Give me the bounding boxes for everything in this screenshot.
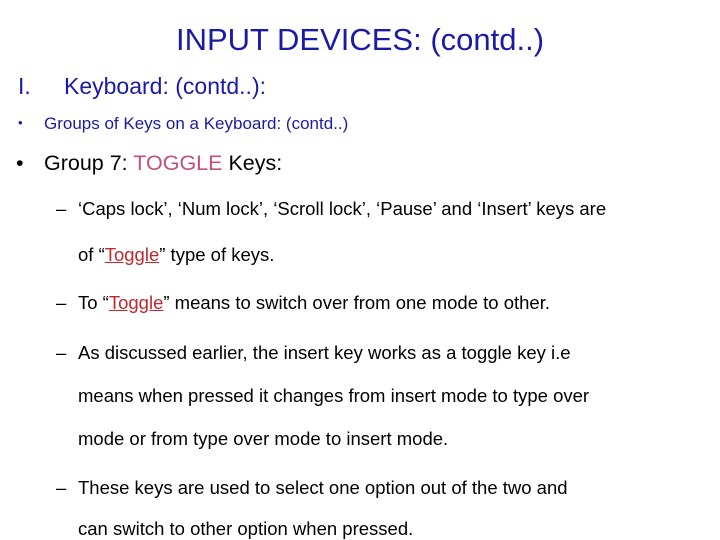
item-text: ‘Caps lock’, ‘Num lock’, ‘Scroll lock’, ‘Pause’ and ‘Insert’ keys are [78, 198, 607, 219]
group-suffix: Keys: [222, 151, 283, 175]
list-item [56, 198, 692, 220]
item-text: ” type of keys. [159, 244, 275, 265]
list-item-continuation: mode or from type over mode to insert mode. [78, 428, 449, 449]
toggle-link[interactable]: Toggle [104, 244, 160, 265]
dash-icon: – [56, 477, 67, 498]
bullet-subheading-text: Groups of Keys on a Keyboard: (contd..) [44, 114, 349, 133]
section-heading-text: Keyboard: (contd..): [64, 73, 266, 99]
bullet-icon: • [18, 115, 23, 130]
bullet-icon: • [16, 151, 24, 175]
toggle-highlight: TOGGLE [133, 151, 223, 175]
list-item-continuation: means when pressed it changes from insert mode to type over [78, 385, 590, 406]
bullet-subheading [18, 114, 348, 134]
item-text: These keys are used to select one option out of the two and [78, 477, 568, 498]
section-heading [18, 73, 266, 100]
list-item [56, 292, 692, 314]
dash-icon: – [56, 198, 67, 219]
item-text: of “ [78, 244, 105, 265]
dash-icon: – [56, 342, 67, 363]
section-number: I. [18, 73, 31, 99]
slide-title: INPUT DEVICES: (contd..) [175, 22, 545, 57]
toggle-link[interactable]: Toggle [108, 292, 164, 313]
group-label: Group 7: [44, 151, 134, 175]
list-item [56, 477, 692, 499]
item-text: As discussed earlier, the insert key works as a toggle key i.e [78, 342, 571, 363]
list-item-continuation [78, 244, 274, 266]
bullet-group-heading [16, 151, 282, 176]
list-item-continuation: can switch to other option when pressed. [78, 518, 414, 539]
item-text: ” means to switch over from one mode to other. [163, 292, 550, 313]
list-item [56, 342, 692, 364]
item-text: To “ [78, 292, 109, 313]
dash-icon: – [56, 292, 67, 313]
